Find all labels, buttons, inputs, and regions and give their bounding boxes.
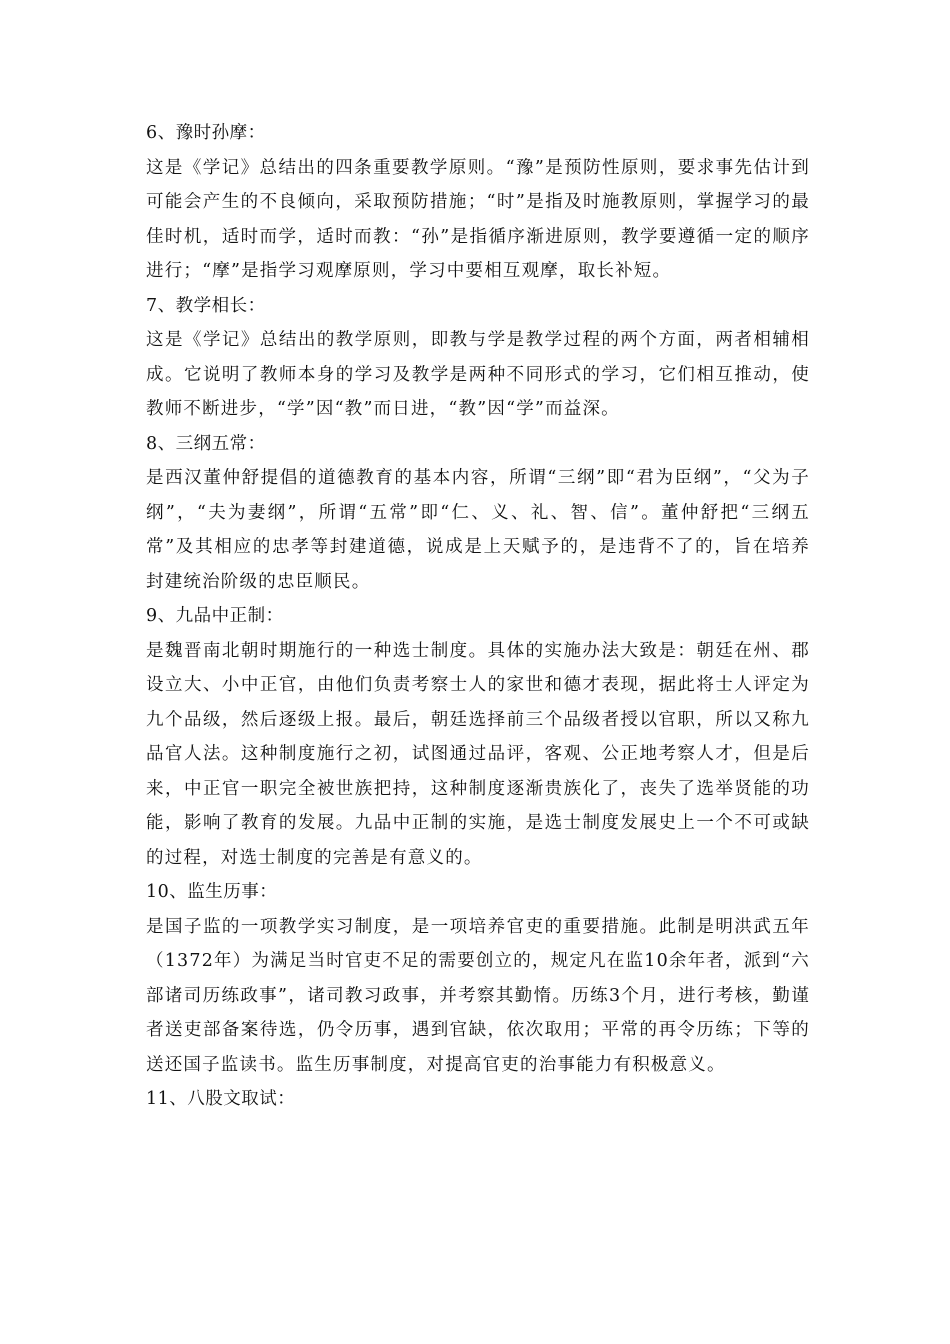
section-heading-11: 11、八股文取试： bbox=[146, 1089, 296, 1109]
section-body-8: 是西汉董仲舒提倡的道德教育的基本内容，所谓“三纲”即“君为臣纲”，“父为子纲”，“夫为妻纲”，所谓“五常”即“仁、义、礼、智、信”。董仲舒把“三纲五常”及其相应的忠孝等封建道德，说成是上天赋予的，是违背不了的，旨在培养封建统治阶级的忠臣顺民。 bbox=[146, 468, 810, 592]
section-body-6: 这是《学记》总结出的四条重要教学原则。“豫”是预防性原则，要求事先估计到可能会产生的不良倾向，采取预防措施；“时”是指及时施教原则，掌握学习的最佳时机，适时而学，适时而教：“孙”是指循序渐进原则，教学要遵循一定的顺序进行；“摩”是指学习观摩原则，学习中要相互观摩，取长补短。 bbox=[146, 157, 810, 281]
section-heading-7: 7、教学相长： bbox=[146, 295, 266, 316]
section-body-10: 是国子监的一项教学实习制度，是一项培养官吏的重要措施。此制是明洪武五年（1372年）为满足当时官吏不足的需要创立的，规定凡在监10余年者，派到“六部诸司历练政事”，诸司教习政事，并考察其勤惰。历练3个月，进行考核，勤谨者送吏部备案待选，仍令历事，遇到官缺，依次取用；平常的再令历练；下等的送还国子监读书。监生历事制度，对提高官吏的治事能力有积极意义。 bbox=[146, 916, 810, 1075]
document-body bbox=[146, 116, 810, 1117]
section-heading-8: 8、三纲五常： bbox=[146, 433, 266, 454]
section-heading-9: 9、九品中正制： bbox=[146, 606, 284, 626]
section-body-7: 这是《学记》总结出的教学原则，即教与学是教学过程的两个方面，两者相辅相成。它说明了教师本身的学习及教学是两种不同形式的学习，它们相互推动，使教师不断进步，“学”因“教”而日进，“教”因“学”而益深。 bbox=[146, 330, 810, 419]
section-heading-10: 10、监生历事： bbox=[146, 882, 278, 902]
section-heading-6: 6、豫时孙摩： bbox=[146, 123, 266, 143]
section-body-9: 是魏晋南北朝时期施行的一种选士制度。具体的实施办法大致是：朝廷在州、郡设立大、小中正官，由他们负责考察士人的家世和德才表现，据此将士人评定为九个品级，然后逐级上报。最后，朝廷选择前三个品级者授以官职，所以又称九品官人法。这种制度施行之初，试图通过品评，客观、公正地考察人才，但是后来，中正官一职完全被世族把持，这种制度逐渐贵族化了，丧失了选举贤能的功能，影响了教育的发展。九品中正制的实施，是选士制度发展史上一个不可或缺的过程，对选士制度的完善是有意义的。 bbox=[146, 640, 810, 868]
